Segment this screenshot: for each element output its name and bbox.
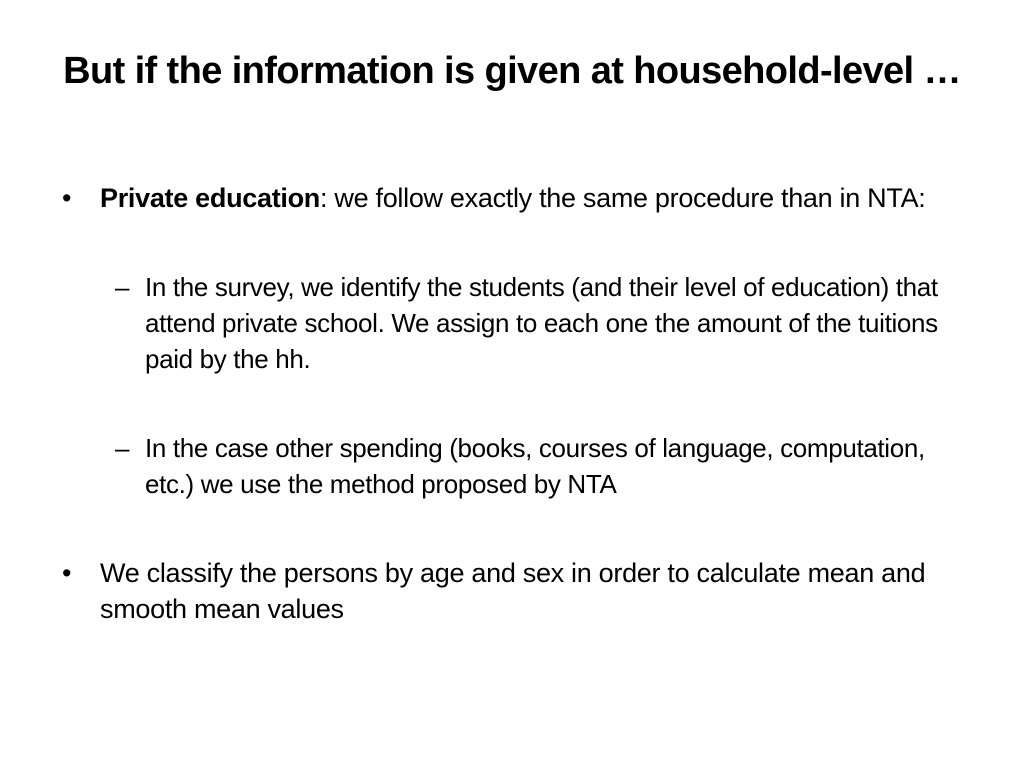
sub-bullet-item-survey — [58, 269, 978, 377]
bullet-text: We classify the persons by age and sex in order to calculate mean and smooth mean values — [100, 558, 926, 624]
bullet-item-classify — [58, 555, 978, 627]
bullet-icon: • — [62, 183, 72, 213]
bullet-bold-term: Private education — [100, 183, 320, 213]
dash-icon: – — [115, 433, 130, 463]
sub-bullet-text: In the survey, we identify the students (and their level of education) that attend private school. We assign to each one the amount of the tuitions paid by the hh. — [145, 272, 938, 374]
bullet-item-private-education — [58, 180, 978, 216]
sub-bullet-item-other-spending — [58, 430, 978, 502]
slide-title: But if the information is given at household-level … — [63, 50, 961, 92]
sub-bullet-text: In the case other spending (books, courses of language, computation, etc.) we use the method proposed by NTA — [145, 433, 925, 499]
bullet-icon: • — [62, 558, 72, 588]
bullet-text: : we follow exactly the same procedure than in NTA: — [319, 183, 926, 213]
dash-icon: – — [115, 272, 130, 302]
bullet-list — [58, 180, 978, 627]
